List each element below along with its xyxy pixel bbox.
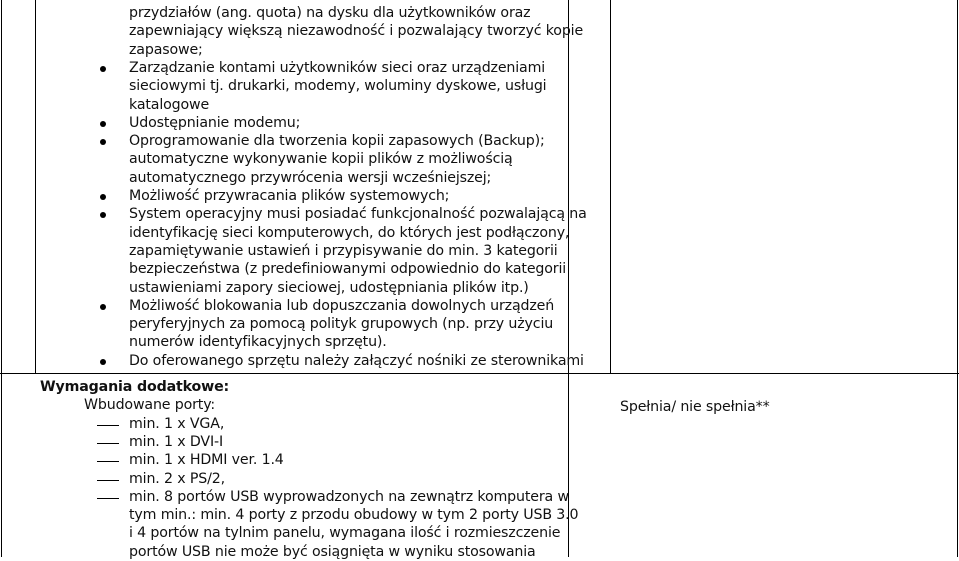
compliance-label: Spełnia/ nie spełnia**: [620, 399, 770, 415]
bullet-icon: [100, 304, 106, 310]
compliance-cell: [620, 398, 770, 416]
table-row-divider: [0, 373, 959, 374]
table-right-border: [957, 0, 958, 557]
dash-icon: [97, 461, 119, 462]
bullet-icon: [100, 139, 106, 145]
table-column-divider-3: [610, 0, 611, 373]
dash-icon: [97, 498, 119, 499]
additional-requirements-cell: Wymagania dodatkowe: Wbudowane porty: min. 1 x VGA, min. 1 x DVI-I min. 1 x HDMI ver. 1.4 min. 2 x PS/2, min. 8 portów USB wyprowadzonych na zewnątrz komputera w tym min.: min. 4 porty z przodu obudowy w tym 2 porty USB 3.0 i 4 portów na tylnim panelu, wymagana ilość i rozmieszczenie portów USB nie może być osiągnięta w wyniku stosowania: [40, 379, 579, 560]
bullet-icon: [100, 194, 106, 200]
bullet-icon: [100, 212, 106, 218]
requirements-cell-top: przydziałów (ang. quota) na dysku dla użytkowników oraz zapewniający większą niezawodność i pozwalający tworzyć kopie zapasowe; Zarządzanie kontami użytkowników sieci oraz urządzeniami sieciowymi tj. drukarki, modemy, woluminy dyskowe, usługi katalogowe Udostępnianie modemu; Oprogramowanie dla tworzenia kopii zapasowych (Backup); automatyczne wykonywanie kopii plików z możliwością automatycznego przywrócenia wersji wcześniejszej; Możliwość przywracania plików systemowych; System operacyjny musi posiadać funkcjonalność pozwalającą na identyfikację sieci komputerowych, do których jest podłączony, zapamiętywanie ustawień i przypisywanie do min. 3 kategorii bezpieczeństwa (z predefiniowanymi odpowiednio do kategorii ustawieniami zapory sieciowej, udostępniania plików itp.) Możliwość blokowania lub dopuszczania dowolnych urządzeń peryferyjnych za pomocą polityk grupowych (np. przy użyciu numerów identyfikacyjnych sprzętu). Do oferowanego sprzętu należy załączyć nośniki ze sterownikami: [0, 4, 568, 369]
dash-icon: [97, 443, 119, 444]
dash-icon: [97, 425, 119, 426]
bullet-icon: [100, 121, 106, 127]
bullet-icon: [100, 359, 106, 365]
table-column-divider-2: [568, 0, 569, 557]
bullet-icon: [100, 66, 106, 72]
dash-icon: [97, 480, 119, 481]
